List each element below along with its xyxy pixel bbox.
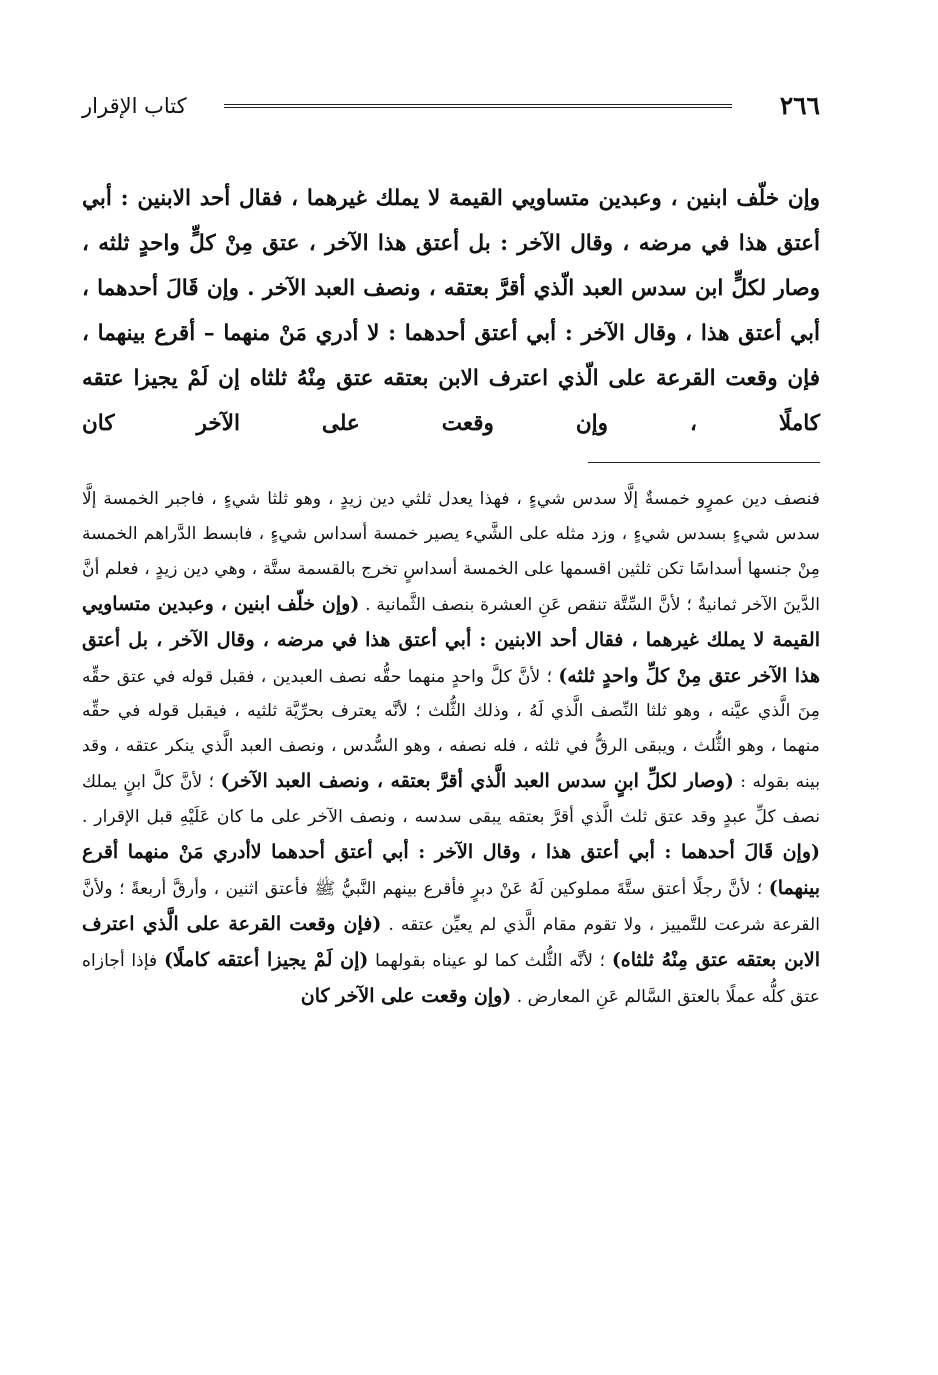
quoted-text: (وإن قَالَ أحدهما : أبي أعتق هذا ، وقال الآخر : أبي أعتق أحدهما لاأدري مَنْ منهما أقرع بينهما)	[82, 841, 821, 899]
header-rule	[224, 104, 732, 108]
quoted-text: (وإن وقعت على الآخر كان	[300, 984, 512, 1007]
page-number: ٢٦٦	[779, 91, 820, 120]
main-text	[82, 176, 820, 446]
commentary-paragraph	[82, 482, 820, 1015]
commentary-text: ؛ لأنَّ كلَّ واحدٍ منهما حقُّه نصف العبدين ، فقبل قوله في عتق حقِّه مِنَ الَّذي عيَّنه ، وهو ثلثا النِّصف الَّذي لَهُ ، وذلك الثُّلث ؛ لأنَّه يعترف بحرِّيَّة ثلثيه ، فيقبل قوله في حقِّه منهما ، وهو الثُّلث ، ويبقى الرقُّ في ثلثه ، فله نصفه ، وهو السُّدس ، ونصف العبد الَّذي ينكر عتقه ، وقد بينه بقوله :	[82, 666, 821, 793]
quoted-text: (فإن وقعت القرعة على الَّذي اعترف الابن بعتقه عتق مِنْهُ ثلثاه)	[82, 912, 820, 971]
commentary-text: فإذا أجازاه عتق كلُّه عملًا بالعتق السَّالم عَنِ المعارض .	[82, 950, 820, 1007]
book-title: كتاب الإقرار	[82, 94, 187, 118]
commentary-text: ؛ لأنَّه الثُّلث كما لو عيناه بقولهما	[375, 950, 606, 971]
commentary	[82, 482, 820, 1015]
page-header	[82, 88, 820, 128]
quoted-text: (وإن خلّف ابنين ، وعبدين متساويي القيمة لا يملك غيرهما ، فقال أحد الابنين : أبي أعتق هذا في مرضه ، وقال الآخر ، بل أعتق هذا الآخر عتق مِنْ كلِّ واحدٍ ثلثه)	[82, 592, 821, 687]
main-paragraph: وإن خلّف ابنين ، وعبدين متساويي القيمة لا يملك غيرهما ، فقال أحد الابنين : أبي أعتق هذا في مرضه ، وقال الآخر : بل أعتق هذا الآخر ، عتق مِنْ كلٍّ واحدٍ ثلثه ، وصار لكلٍّ ابن سدس العبد الّذي أقرَّ بعتقه ، ونصف العبد الآخر . وإن قَالَ أحدهما ، أبي أعتق هذا ، وقال الآخر : أبي أعتق أحدهما : لا أدري مَنْ منهما – أقرع بينهما ، فإن وقعت القرعة على الّذي اعترف الابن بعتقه عتق مِنْهُ ثلثاه إن لَمْ يجيزا عتقه كاملًا ، وإن وقعت على الآخر كان	[82, 186, 820, 436]
commentary-text: ؛ لأنَّ كلَّ ابنٍ يملك نصف كلِّ عبدٍ وقد عتق ثلث الَّذي أقرَّ بعتقه يبقى سدسه ، ونصف الآخر على ما كان عَلَيْهِ قبل الإقرار .	[82, 772, 820, 828]
quoted-text: (وصار لكلِّ ابنٍ سدس العبد الَّذي أقرَّ بعتقه ، ونصف العبد الآخر)	[220, 770, 734, 793]
commentary-text: فنصف دين عمرٍو خمسةٌ إلَّا سدس شيءٍ ، فهذا يعدل ثلثي دين زيدٍ ، وهو ثلثا شيءٍ ، فاجبر الخمسة إلَّا سدس شيءٍ بسدس شيءٍ ، وزد مثله على الشَّيء يصير خمسة أسداس شيءٍ ، فابسط الدَّراهم الخمسة مِنْ جنسها أسداسًا تكن ثلثين اقسمها على الخمسة أسداسٍ تخرج بالقسمة ستَّة ، وهي دين زيدٍ ، فعلم أنَّ الدَّينَ الآخر ثمانيةٌ ؛ لأنَّ السِّتَّة تنقص عَنِ العشرة بنصف الثَّمانية .	[82, 489, 820, 615]
quoted-text: (إن لَمْ يجيزا أعتقه كاملًا)	[163, 948, 369, 971]
footnote-rule	[588, 462, 820, 463]
commentary-text: ؛ لأنَّ رجلًا أعتق ستَّةَ مملوكين لَهُ عَنْ دبرٍ فأقرع بينهم النَّبيُّ ﷺ فأعتق اثنين ، وأرقَّ أربعةً ؛ ولأنَّ القرعة شرعت للتَّمييز ، ولا تقوم مقام الَّذي لم يعيِّن عتقه .	[82, 878, 821, 935]
